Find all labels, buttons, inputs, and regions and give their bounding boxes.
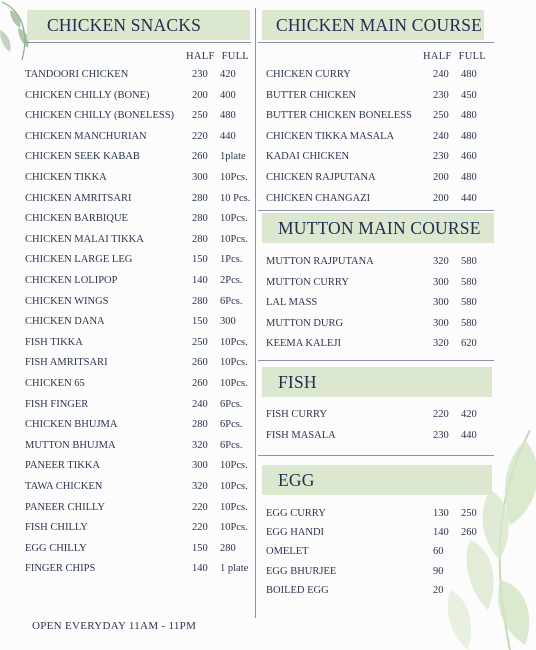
full-price: 480 bbox=[461, 172, 477, 183]
half-price: 130 bbox=[433, 508, 449, 519]
chicken-main-course-header: CHICKEN MAIN COURSE bbox=[262, 10, 484, 40]
full-price: 580 bbox=[461, 256, 477, 267]
half-price: 220 bbox=[192, 501, 208, 513]
full-price: 10Pcs. bbox=[220, 378, 248, 389]
fish-bottom-rule bbox=[258, 455, 494, 456]
full-price: 480 bbox=[220, 110, 236, 122]
half-price: 240 bbox=[433, 130, 449, 142]
full-price: 10Pcs. bbox=[220, 172, 248, 183]
full-price: 280 bbox=[220, 542, 236, 554]
full-price: 1plate bbox=[220, 151, 246, 163]
mutton-bottom-rule bbox=[258, 360, 494, 361]
menu-item-row bbox=[25, 89, 280, 103]
item-name: FISH CURRY bbox=[266, 409, 327, 420]
item-name: FISH FINGER bbox=[25, 398, 89, 410]
full-price: 260 bbox=[461, 527, 477, 539]
half-price: 150 bbox=[192, 316, 208, 328]
full-price: 400 bbox=[220, 89, 236, 101]
full-price: 10Pcs. bbox=[220, 233, 248, 245]
menu-item-row bbox=[266, 255, 521, 269]
half-price: 200 bbox=[433, 192, 449, 204]
menu-item-row bbox=[25, 336, 280, 350]
full-price: 10Pcs. bbox=[220, 522, 248, 534]
item-name: KEEMA KALEJI bbox=[266, 338, 341, 350]
item-name: CHICKEN CHILLY (BONE) bbox=[25, 89, 150, 101]
item-name: TANDOORI CHICKEN bbox=[25, 69, 129, 80]
menu-item-row bbox=[266, 337, 521, 351]
item-name: MUTTON DURG bbox=[266, 317, 344, 329]
full-price: 10 Pcs. bbox=[220, 192, 251, 204]
main-column-headers bbox=[423, 51, 486, 62]
half-price: 140 bbox=[433, 527, 449, 539]
menu-item-row bbox=[266, 545, 521, 559]
item-name: EGG HANDI bbox=[266, 527, 325, 539]
main-course-underline bbox=[258, 42, 494, 43]
mutton-main-course-header: MUTTON MAIN COURSE bbox=[262, 213, 494, 243]
half-price: 200 bbox=[433, 172, 449, 183]
half-price: 320 bbox=[192, 481, 208, 492]
half-price: 300 bbox=[433, 297, 449, 309]
menu-item-row bbox=[25, 109, 280, 123]
half-price: 150 bbox=[192, 542, 208, 554]
full-price: 580 bbox=[461, 317, 477, 329]
item-name: CHICKEN AMRITSARI bbox=[25, 192, 132, 204]
half-price: 280 bbox=[192, 192, 208, 204]
item-name: LAL MASS bbox=[266, 297, 318, 309]
item-name: CHICKEN TIKKA bbox=[25, 172, 107, 183]
item-name: FISH MASALA bbox=[266, 430, 336, 441]
full-price: 6Pcs. bbox=[220, 439, 243, 451]
half-price: 230 bbox=[192, 69, 208, 80]
menu-item-row bbox=[266, 89, 521, 103]
half-price: 300 bbox=[433, 276, 449, 288]
menu-item-row bbox=[25, 418, 280, 432]
menu-item-row bbox=[266, 408, 521, 422]
half-price: 60 bbox=[433, 546, 444, 558]
item-name: CHICKEN WINGS bbox=[25, 295, 109, 307]
item-name: BUTTER CHICKEN BONELESS bbox=[266, 110, 412, 122]
full-price: 480 bbox=[461, 69, 477, 80]
half-price: 280 bbox=[192, 295, 208, 307]
full-price: 1 plate bbox=[220, 563, 249, 575]
item-name: CHICKEN BHUJMA bbox=[25, 419, 118, 431]
item-name: MUTTON RAJPUTANA bbox=[266, 256, 374, 267]
menu-item-row bbox=[25, 253, 280, 267]
half-price: 140 bbox=[192, 275, 208, 286]
item-name: KADAI CHICKEN bbox=[266, 151, 350, 163]
item-name: PANEER CHILLY bbox=[25, 501, 105, 513]
menu-item-row bbox=[266, 429, 521, 443]
menu-item-row bbox=[266, 317, 521, 331]
chicken-snacks-header: CHICKEN SNACKS bbox=[27, 10, 250, 40]
item-name: CHICKEN CHANGAZI bbox=[266, 192, 371, 204]
opening-hours: OPEN EVERYDAY 11AM - 11PM bbox=[32, 620, 197, 632]
half-price: 250 bbox=[192, 110, 208, 122]
full-price: 10Pcs. bbox=[220, 481, 248, 492]
item-name: FISH TIKKA bbox=[25, 336, 83, 348]
full-label: FULL bbox=[221, 51, 250, 62]
item-name: CHICKEN CHILLY (BONELESS) bbox=[25, 110, 175, 122]
menu-item-row bbox=[266, 276, 521, 290]
half-price: 260 bbox=[192, 378, 208, 389]
item-name: FINGER CHIPS bbox=[25, 563, 96, 575]
item-name: OMELET bbox=[266, 546, 309, 558]
full-price: 1Pcs. bbox=[220, 254, 243, 266]
menu-item-row bbox=[266, 584, 521, 598]
menu-item-row bbox=[25, 480, 280, 494]
half-price: 220 bbox=[192, 130, 208, 142]
item-name: FISH CHILLY bbox=[25, 522, 88, 534]
item-name: CHICKEN CURRY bbox=[266, 69, 351, 80]
menu-item-row bbox=[25, 459, 280, 473]
item-name: EGG CHILLY bbox=[25, 542, 87, 554]
item-name: CHICKEN BARBIQUE bbox=[25, 213, 128, 225]
half-price: 20 bbox=[433, 584, 444, 596]
item-name: PANEER TIKKA bbox=[25, 460, 100, 472]
menu-item-row bbox=[266, 565, 521, 579]
full-price: 6Pcs. bbox=[220, 295, 243, 307]
egg-header: EGG bbox=[262, 465, 492, 495]
half-price: 260 bbox=[192, 357, 208, 369]
half-price: 230 bbox=[433, 151, 449, 163]
full-price: 460 bbox=[461, 151, 477, 163]
item-name: CHICKEN RAJPUTANA bbox=[266, 172, 376, 183]
menu-item-row bbox=[25, 150, 280, 164]
item-name: EGG BHURJEE bbox=[266, 565, 337, 577]
menu-item-row bbox=[25, 171, 280, 185]
menu-item-row bbox=[266, 109, 521, 123]
menu-item-row bbox=[25, 377, 280, 391]
menu-item-row bbox=[25, 192, 280, 206]
half-price: 150 bbox=[192, 254, 208, 266]
menu-item-row bbox=[25, 315, 280, 329]
full-price: 480 bbox=[461, 130, 477, 142]
half-price: 280 bbox=[192, 233, 208, 245]
fish-header: FISH bbox=[262, 367, 492, 397]
item-name: TAWA CHICKEN bbox=[25, 481, 103, 492]
full-price: 10Pcs. bbox=[220, 460, 248, 472]
menu-item-row bbox=[266, 130, 521, 144]
menu-item-row bbox=[266, 171, 521, 185]
half-price: 320 bbox=[433, 256, 449, 267]
item-name: CHICKEN LARGE LEG bbox=[25, 254, 133, 266]
item-name: CHICKEN MALAI TIKKA bbox=[25, 233, 144, 245]
item-name: CHICKEN DANA bbox=[25, 316, 105, 328]
item-name: MUTTON CURRY bbox=[266, 276, 349, 288]
full-label: FULL bbox=[458, 51, 487, 62]
left-header-underline bbox=[25, 42, 251, 43]
menu-item-row bbox=[25, 501, 280, 515]
menu-item-row bbox=[266, 68, 521, 82]
full-price: 620 bbox=[461, 338, 477, 350]
menu-item-row bbox=[25, 542, 280, 556]
full-price: 450 bbox=[461, 89, 477, 101]
full-price: 300 bbox=[220, 316, 236, 328]
menu-item-row bbox=[266, 507, 521, 521]
half-price: 300 bbox=[192, 172, 208, 183]
half-price: 200 bbox=[192, 89, 208, 101]
menu-item-row bbox=[25, 212, 280, 226]
full-price: 10Pcs. bbox=[220, 336, 248, 348]
full-price: 6Pcs. bbox=[220, 398, 243, 410]
half-label: HALF bbox=[186, 51, 215, 62]
full-price: 2Pcs. bbox=[220, 275, 243, 286]
half-price: 280 bbox=[192, 213, 208, 225]
half-price: 260 bbox=[192, 151, 208, 163]
item-name: CHICKEN MANCHURIAN bbox=[25, 130, 147, 142]
full-price: 440 bbox=[220, 130, 236, 142]
full-price: 250 bbox=[461, 508, 477, 519]
menu-item-row bbox=[25, 356, 280, 370]
menu-item-row bbox=[25, 295, 280, 309]
menu-item-row bbox=[25, 233, 280, 247]
full-price: 480 bbox=[461, 110, 477, 122]
menu-item-row bbox=[25, 562, 280, 576]
item-name: FISH AMRITSARI bbox=[25, 357, 108, 369]
full-price: 440 bbox=[461, 430, 477, 441]
full-price: 10Pcs. bbox=[220, 213, 248, 225]
item-name: MUTTON BHUJMA bbox=[25, 439, 116, 451]
half-price: 320 bbox=[192, 439, 208, 451]
menu-item-row bbox=[25, 398, 280, 412]
half-price: 250 bbox=[192, 336, 208, 348]
item-name: CHICKEN TIKKA MASALA bbox=[266, 130, 395, 142]
full-price: 6Pcs. bbox=[220, 419, 243, 431]
half-price: 90 bbox=[433, 565, 444, 577]
full-price: 10Pcs. bbox=[220, 501, 248, 513]
full-price: 420 bbox=[461, 409, 477, 420]
item-name: BOILED EGG bbox=[266, 584, 329, 596]
half-price: 140 bbox=[192, 563, 208, 575]
menu-item-row bbox=[25, 439, 280, 453]
half-price: 220 bbox=[192, 522, 208, 534]
menu-item-row bbox=[266, 296, 521, 310]
full-price: 420 bbox=[220, 69, 236, 80]
half-price: 320 bbox=[433, 338, 449, 350]
item-name: BUTTER CHICKEN bbox=[266, 89, 357, 101]
menu-item-row bbox=[25, 130, 280, 144]
item-name: EGG CURRY bbox=[266, 508, 326, 519]
half-price: 300 bbox=[192, 460, 208, 472]
half-price: 280 bbox=[192, 419, 208, 431]
full-price: 10Pcs. bbox=[220, 357, 248, 369]
half-price: 230 bbox=[433, 430, 449, 441]
left-column-headers bbox=[186, 51, 249, 62]
half-price: 230 bbox=[433, 89, 449, 101]
full-price: 580 bbox=[461, 276, 477, 288]
full-price: 580 bbox=[461, 297, 477, 309]
half-price: 300 bbox=[433, 317, 449, 329]
half-price: 220 bbox=[433, 409, 449, 420]
menu-item-row bbox=[266, 192, 521, 206]
item-name: CHICKEN SEEK KABAB bbox=[25, 151, 140, 163]
menu-item-row bbox=[266, 150, 521, 164]
menu-item-row bbox=[25, 521, 280, 535]
full-price: 440 bbox=[461, 192, 477, 204]
menu-item-row bbox=[25, 68, 280, 82]
half-price: 250 bbox=[433, 110, 449, 122]
half-price: 240 bbox=[433, 69, 449, 80]
half-label: HALF bbox=[423, 51, 452, 62]
menu-item-row bbox=[266, 526, 521, 540]
half-price: 240 bbox=[192, 398, 208, 410]
main-course-bottom-rule bbox=[258, 210, 494, 211]
item-name: CHICKEN LOLIPOP bbox=[25, 275, 118, 286]
menu-item-row bbox=[25, 274, 280, 288]
item-name: CHICKEN 65 bbox=[25, 378, 85, 389]
